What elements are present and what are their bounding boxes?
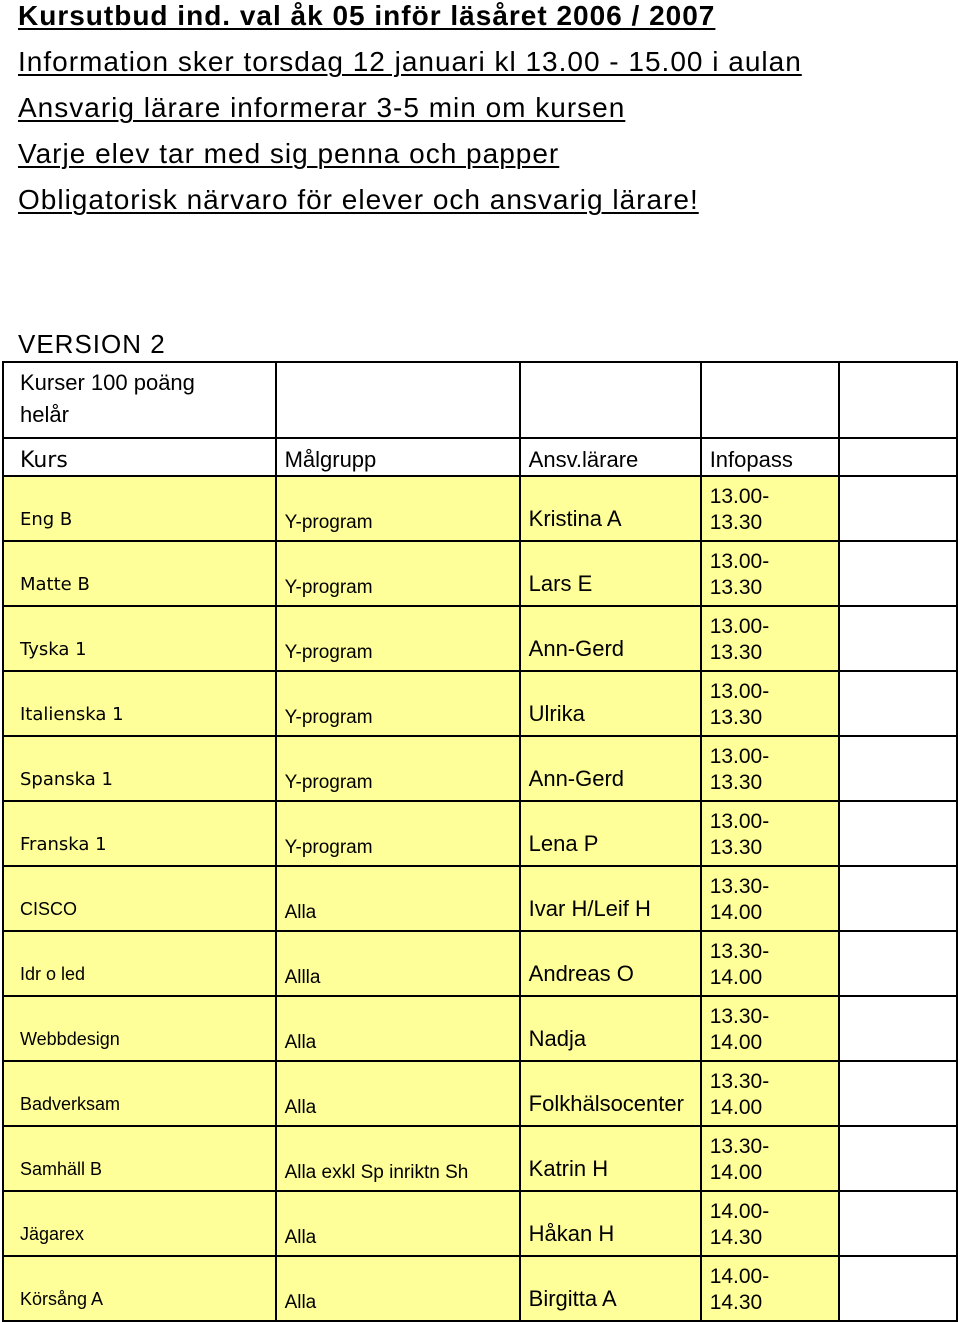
cell-malgrupp: Alla — [276, 1061, 520, 1126]
cell-malgrupp: Alla — [276, 996, 520, 1061]
infopass-start: 13.30- — [709, 1070, 770, 1093]
table-row — [3, 801, 957, 866]
table-row — [3, 931, 957, 996]
infopass-start: 14.00- — [709, 1200, 770, 1223]
cell-malgrupp: Alla exkl Sp inriktn Sh — [276, 1126, 520, 1191]
cell-malgrupp: Y-program — [276, 541, 520, 606]
table-row — [3, 866, 957, 931]
cell-kurs: Tyska 1 — [3, 606, 276, 671]
empty-cell — [839, 476, 957, 541]
cell-ansv: Ulrika — [520, 671, 701, 736]
empty-cell — [839, 931, 957, 996]
empty-cell — [839, 606, 957, 671]
info-line-teacher: Ansvarig lärare informerar 3-5 min om kursen — [18, 92, 626, 123]
column-header-ansv: Ansv.lärare — [520, 438, 701, 476]
cell-malgrupp: Y-program — [276, 736, 520, 801]
infopass-start: 13.30- — [709, 1135, 770, 1158]
cell-infopass — [701, 606, 839, 671]
info-line-attendance: Obligatorisk närvaro för elever och ansvarig lärare! — [18, 184, 699, 215]
cell-infopass — [701, 1126, 839, 1191]
table-header-row — [3, 438, 957, 476]
infopass-start: 13.30- — [709, 875, 770, 898]
table-row — [3, 1126, 957, 1191]
table-title-row — [3, 362, 957, 438]
infopass-end: 14.00 — [709, 1161, 763, 1184]
version-label: VERSION 2 — [18, 329, 166, 359]
infopass-end: 14.00 — [709, 901, 763, 924]
table-row — [3, 996, 957, 1061]
cell-kurs: Badverksam — [3, 1061, 276, 1126]
cell-kurs: Italienska 1 — [3, 671, 276, 736]
table-title-line2: helår — [20, 402, 69, 427]
infopass-end: 13.30 — [709, 511, 763, 534]
infopass-start: 13.30- — [709, 940, 770, 963]
cell-ansv: Ann-Gerd — [520, 606, 701, 671]
empty-cell — [839, 362, 957, 438]
infopass-end: 14.00 — [709, 1096, 763, 1119]
infopass-start: 13.00- — [709, 680, 770, 703]
empty-cell — [839, 1061, 957, 1126]
infopass-end: 13.30 — [709, 706, 763, 729]
empty-cell — [276, 362, 520, 438]
column-header-infopass: Infopass — [701, 438, 839, 476]
empty-cell — [839, 541, 957, 606]
empty-cell — [839, 866, 957, 931]
empty-cell — [520, 362, 701, 438]
cell-infopass — [701, 1061, 839, 1126]
cell-infopass — [701, 541, 839, 606]
cell-ansv: Lena P — [520, 801, 701, 866]
infopass-end: 14.30 — [709, 1226, 763, 1249]
cell-ansv: Katrin H — [520, 1126, 701, 1191]
cell-infopass — [701, 1256, 839, 1321]
cell-kurs: Webbdesign — [3, 996, 276, 1061]
cell-kurs: Matte B — [3, 541, 276, 606]
table-title — [3, 362, 276, 438]
cell-infopass — [701, 801, 839, 866]
infopass-end: 14.00 — [709, 966, 763, 989]
cell-infopass — [701, 671, 839, 736]
empty-cell — [839, 801, 957, 866]
cell-kurs: Idr o led — [3, 931, 276, 996]
infopass-start: 13.00- — [709, 810, 770, 833]
cell-infopass — [701, 866, 839, 931]
cell-infopass — [701, 1191, 839, 1256]
table-row — [3, 1061, 957, 1126]
empty-cell — [839, 438, 957, 476]
infopass-start: 13.30- — [709, 1005, 770, 1028]
cell-infopass — [701, 931, 839, 996]
table-row — [3, 606, 957, 671]
cell-malgrupp: Y-program — [276, 606, 520, 671]
cell-kurs: Körsång A — [3, 1256, 276, 1321]
table-row — [3, 541, 957, 606]
empty-cell — [839, 1256, 957, 1321]
cell-infopass — [701, 736, 839, 801]
cell-malgrupp: Y-program — [276, 801, 520, 866]
infopass-start: 13.00- — [709, 615, 770, 638]
infopass-start: 13.00- — [709, 745, 770, 768]
infopass-end: 13.30 — [709, 641, 763, 664]
infopass-start: 13.00- — [709, 550, 770, 573]
infopass-end: 13.30 — [709, 771, 763, 794]
infopass-end: 14.00 — [709, 1031, 763, 1054]
table-row — [3, 736, 957, 801]
cell-kurs: Samhäll B — [3, 1126, 276, 1191]
cell-ansv: Ivar H/Leif H — [520, 866, 701, 931]
course-table — [2, 361, 958, 1322]
column-header-kurs: Kurs — [3, 438, 276, 476]
cell-malgrupp: Alla — [276, 866, 520, 931]
empty-cell — [839, 671, 957, 736]
cell-malgrupp: Alla — [276, 1191, 520, 1256]
empty-cell — [839, 1191, 957, 1256]
table-row — [3, 1191, 957, 1256]
cell-ansv: Folkhälsocenter — [520, 1061, 701, 1126]
cell-ansv: Håkan H — [520, 1191, 701, 1256]
cell-kurs: Spanska 1 — [3, 736, 276, 801]
cell-malgrupp: Y-program — [276, 476, 520, 541]
infopass-end: 14.30 — [709, 1291, 763, 1314]
empty-cell — [701, 362, 839, 438]
cell-ansv: Birgitta A — [520, 1256, 701, 1321]
table-title-line1: Kurser 100 poäng — [20, 370, 195, 395]
column-header-malgrupp: Målgrupp — [276, 438, 520, 476]
cell-malgrupp: Y-program — [276, 671, 520, 736]
cell-ansv: Andreas O — [520, 931, 701, 996]
table-row — [3, 476, 957, 541]
cell-ansv: Kristina A — [520, 476, 701, 541]
cell-kurs: Eng B — [3, 476, 276, 541]
cell-kurs: Franska 1 — [3, 801, 276, 866]
cell-ansv: Nadja — [520, 996, 701, 1061]
cell-malgrupp: Allla — [276, 931, 520, 996]
empty-cell — [839, 736, 957, 801]
table-row — [3, 671, 957, 736]
info-line-time: Information sker torsdag 12 januari kl 13.00 - 15.00 i aulan — [18, 46, 802, 77]
table-row — [3, 1256, 957, 1321]
infopass-start: 13.00- — [709, 485, 770, 508]
empty-cell — [839, 996, 957, 1061]
cell-infopass — [701, 996, 839, 1061]
cell-ansv: Lars E — [520, 541, 701, 606]
cell-malgrupp: Alla — [276, 1256, 520, 1321]
cell-infopass — [701, 476, 839, 541]
cell-ansv: Ann-Gerd — [520, 736, 701, 801]
infopass-start: 14.00- — [709, 1265, 770, 1288]
empty-cell — [839, 1126, 957, 1191]
infopass-end: 13.30 — [709, 576, 763, 599]
cell-kurs: Jägarex — [3, 1191, 276, 1256]
infopass-end: 13.30 — [709, 836, 763, 859]
cell-kurs: CISCO — [3, 866, 276, 931]
page-title: Kursutbud ind. val åk 05 inför läsåret 2006 / 2007 — [18, 0, 716, 31]
info-line-materials: Varje elev tar med sig penna och papper — [18, 138, 560, 169]
